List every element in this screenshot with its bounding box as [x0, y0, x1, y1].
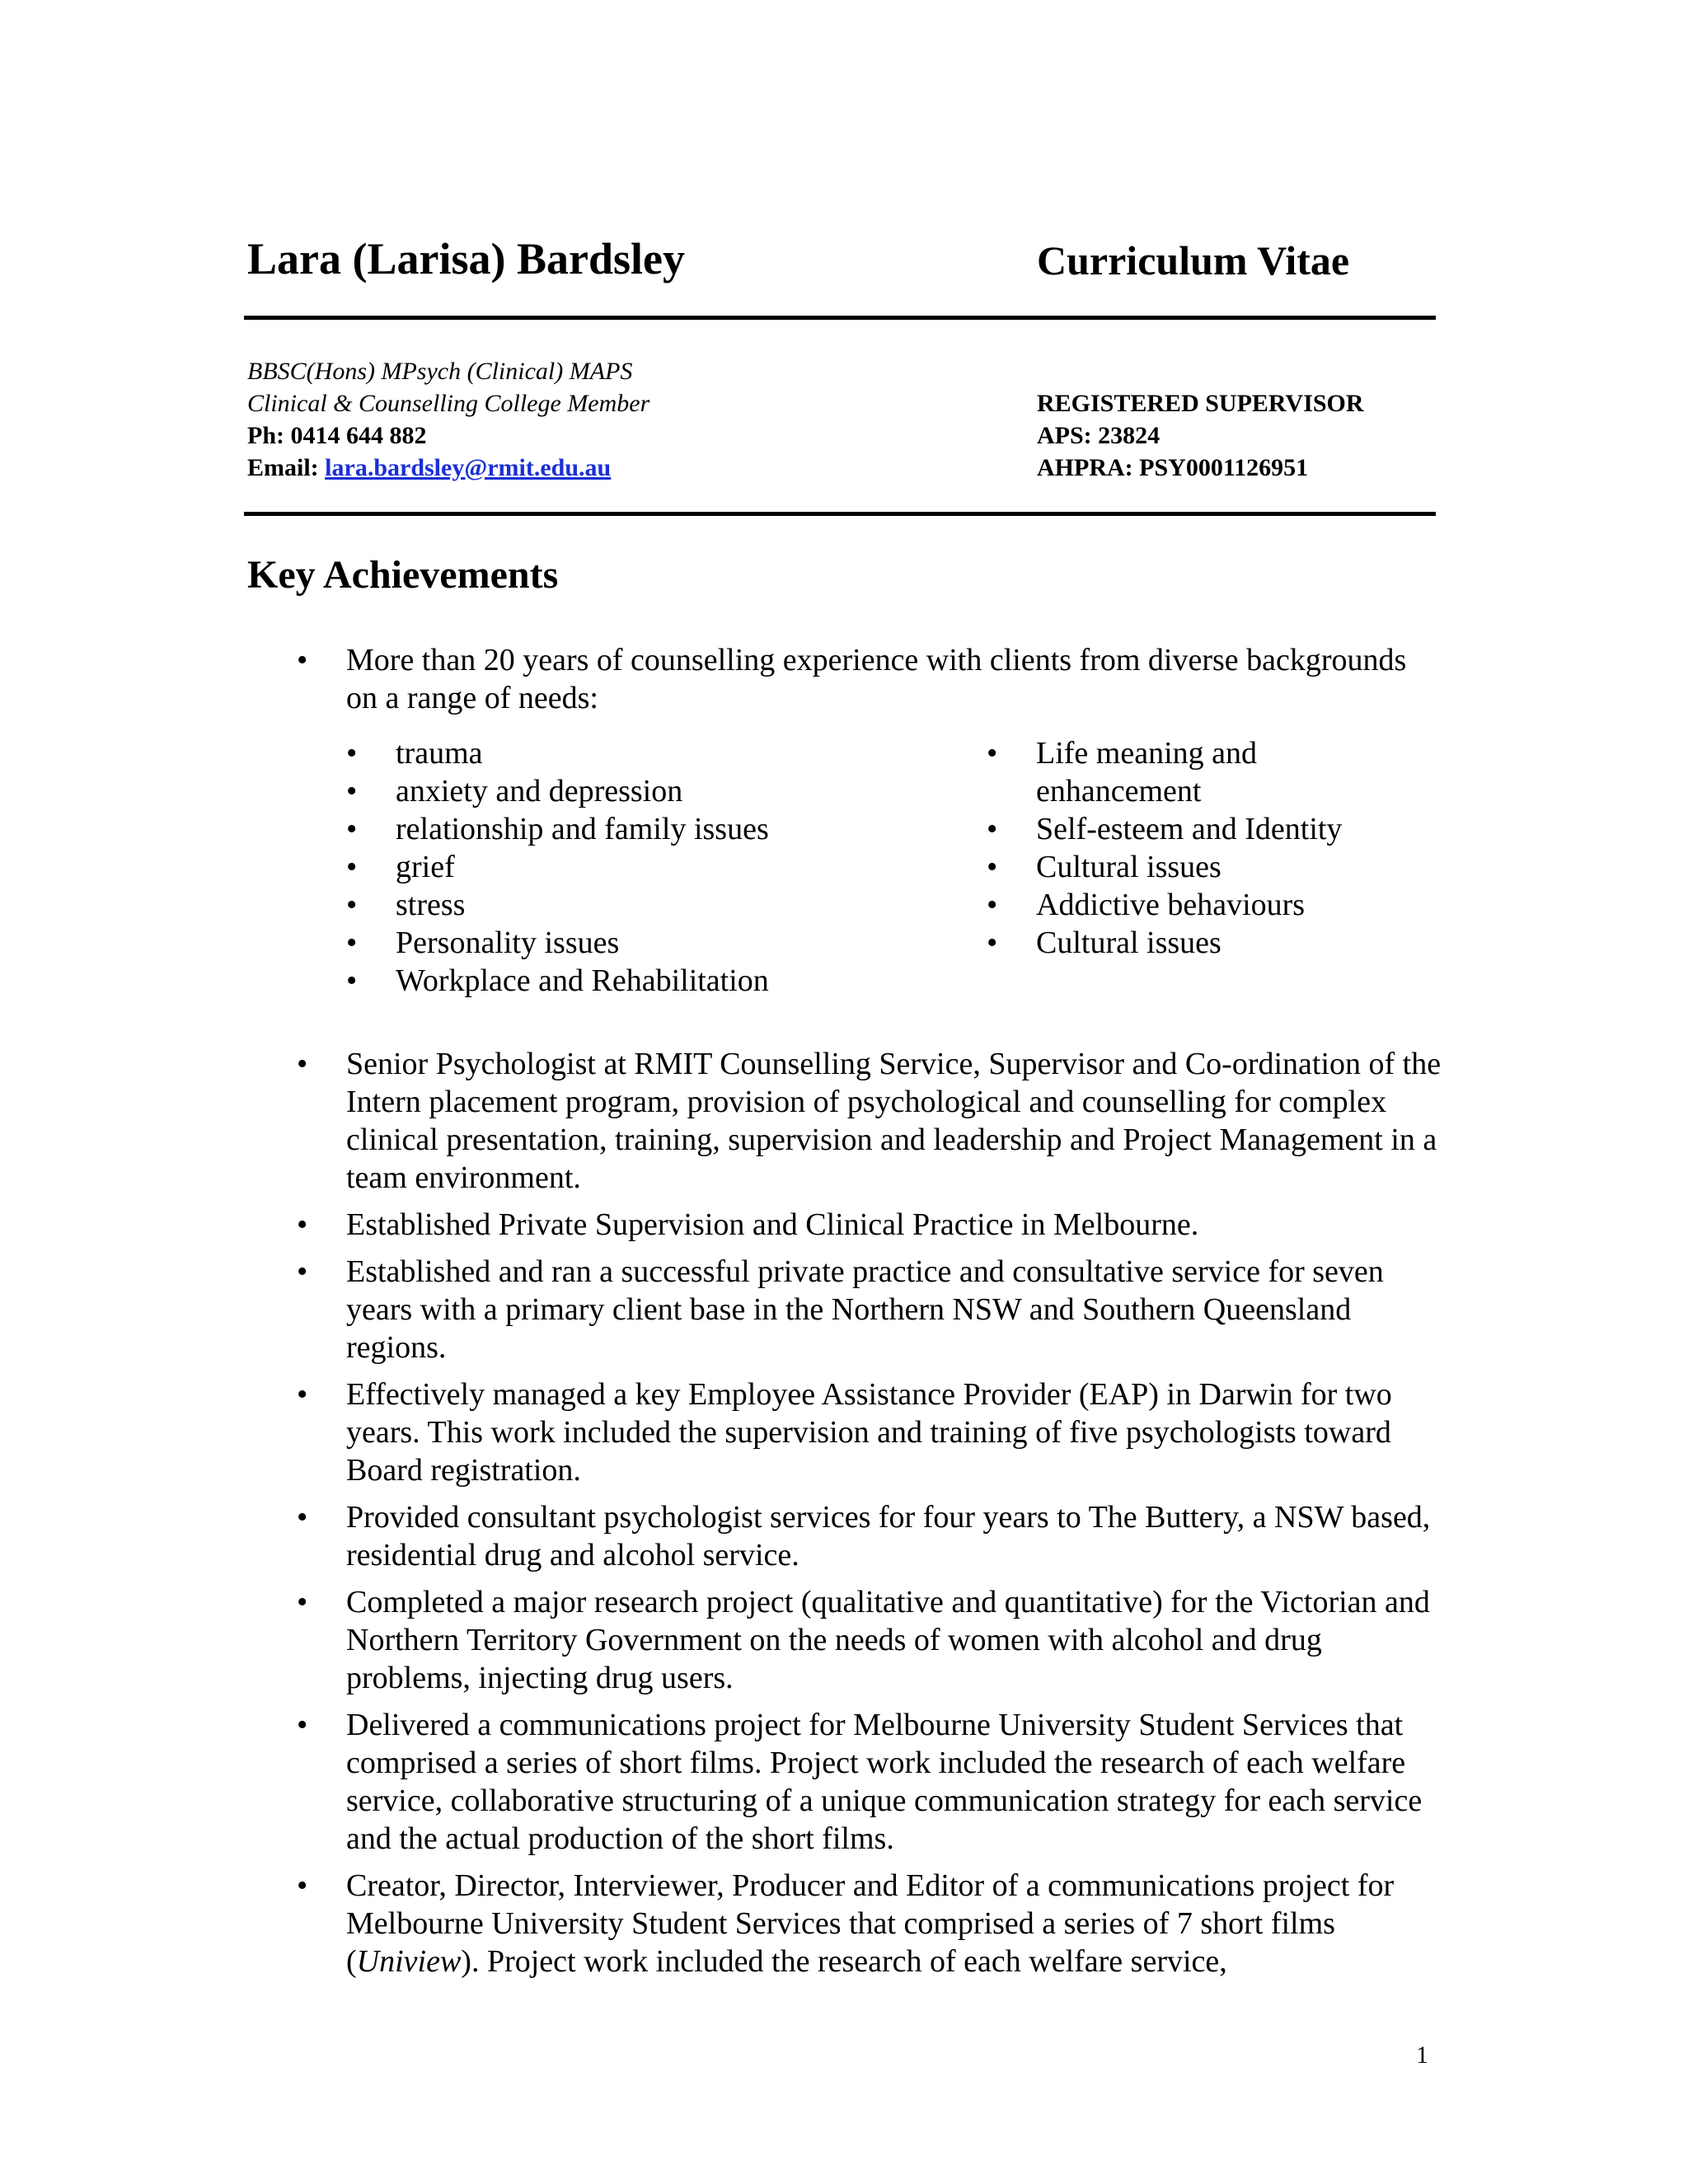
list-item	[297, 1045, 1442, 1197]
registration-block	[1037, 387, 1364, 484]
bullet-icon: •	[297, 1377, 308, 1412]
text-run: ). Project work included the research of each welfare service,	[461, 1944, 1227, 1979]
list-item	[346, 772, 923, 810]
list-item	[987, 848, 1399, 886]
list-item	[346, 886, 923, 924]
bullet-icon: •	[346, 963, 358, 998]
need-text: trauma	[396, 736, 483, 771]
need-text: Self-esteem and Identity	[1036, 812, 1343, 846]
bullet-icon: •	[346, 812, 358, 846]
needs-list-right	[987, 734, 1399, 962]
header-divider	[244, 512, 1436, 516]
bullet-icon: •	[297, 1254, 308, 1289]
list-item	[297, 1498, 1442, 1574]
top-divider	[244, 316, 1436, 320]
bullet-icon: •	[297, 1500, 308, 1535]
item-text: More than 20 years of counselling experience with clients from diverse backgrounds on a range of needs:	[346, 643, 1407, 715]
bullet-icon: •	[987, 812, 998, 846]
list-item	[297, 1706, 1442, 1858]
list-item	[297, 1867, 1442, 1980]
bullet-icon: •	[987, 850, 998, 884]
list-item	[346, 810, 923, 848]
bullet-icon: •	[297, 1207, 308, 1242]
need-text: grief	[396, 850, 455, 884]
email-line	[247, 452, 649, 484]
achievements-list	[297, 1045, 1442, 1990]
text-run: Creator, Director, Interviewer, Producer and Editor of a communications project for Melbourne University Student Services that comprised a series of 7 short films (	[346, 1868, 1395, 1979]
achievement-text: Provided consultant psychologist services for four years to The Buttery, a NSW based, residential drug and alcohol service.	[346, 1500, 1431, 1572]
email-link[interactable]: lara.bardsley@rmit.edu.au	[325, 454, 612, 481]
achievement-text: Effectively managed a key Employee Assistance Provider (EAP) in Darwin for two years. This work included the supervision and training of five psychologists toward Board registration.	[346, 1377, 1392, 1488]
need-text: Life meaning and enhancement	[1036, 736, 1258, 808]
college-membership: Clinical & Counselling College Member	[247, 390, 650, 417]
list-item	[297, 1253, 1442, 1366]
list-item	[987, 810, 1399, 848]
achievement-text	[346, 1868, 1394, 1979]
page-number: 1	[1416, 2041, 1428, 2069]
bullet-icon: •	[987, 888, 998, 922]
ahpra-number: AHPRA: PSY0001126951	[1037, 454, 1309, 481]
list-item	[346, 848, 923, 886]
email-label: Email:	[247, 454, 326, 481]
achievement-text: Established and ran a successful private practice and consultative service for seven years with a primary client base in the Northern NSW and Southern Queensland regions.	[346, 1254, 1384, 1365]
phone-number: Ph: 0414 644 882	[247, 422, 427, 449]
contact-block	[247, 355, 649, 484]
achievement-text: Delivered a communications project for Melbourne University Student Services that comprised a series of short films. Project work included the research of each welfare service, collaborative structuring of a unique communication strategy for each service and the actual production of the short films.	[346, 1708, 1423, 1856]
bullet-icon: •	[987, 926, 998, 960]
list-item	[346, 924, 923, 962]
need-text: stress	[396, 888, 466, 922]
need-text: Addictive behaviours	[1036, 888, 1306, 922]
aps-number: APS: 23824	[1037, 422, 1160, 449]
list-item	[987, 924, 1399, 962]
need-text: relationship and family issues	[396, 812, 769, 846]
bullet-icon: •	[346, 736, 358, 771]
bullet-icon: •	[297, 643, 308, 677]
bullet-icon: •	[346, 926, 358, 960]
registered-supervisor: REGISTERED SUPERVISOR	[1037, 390, 1364, 417]
list-item	[987, 734, 1399, 810]
need-text: Workplace and Rehabilitation	[396, 963, 769, 998]
bullet-icon: •	[346, 888, 358, 922]
cv-name: Lara (Larisa) Bardsley	[247, 234, 685, 284]
list-item	[297, 1376, 1442, 1489]
list-item	[346, 962, 923, 1000]
achievement-text: Senior Psychologist at RMIT Counselling Service, Supervisor and Co-ordination of the Intern placement program, provision of psychological and counselling for complex clinical presentation, training, supervision and leadership and Project Management in a team environment.	[346, 1047, 1442, 1195]
needs-list-left	[346, 734, 923, 1000]
qualifications: BBSC(Hons) MPsych (Clinical) MAPS	[247, 358, 633, 385]
list-item	[297, 641, 1442, 717]
need-text: Cultural issues	[1036, 850, 1221, 884]
lead-achievement-list	[297, 641, 1442, 717]
bullet-icon: •	[987, 736, 998, 771]
document-title: Curriculum Vitae	[1037, 237, 1350, 284]
bullet-icon: •	[297, 1868, 308, 1903]
bullet-icon: •	[346, 850, 358, 884]
need-text: anxiety and depression	[396, 774, 683, 808]
uniview-title: Uniview	[356, 1944, 462, 1979]
need-text: Personality issues	[396, 926, 620, 960]
need-text: Cultural issues	[1036, 926, 1221, 960]
achievement-text: Completed a major research project (qualitative and quantitative) for the Victorian and Northern Territory Government on the needs of women with alcohol and drug problems, injecting drug users.	[346, 1585, 1430, 1695]
list-item	[987, 886, 1399, 924]
bullet-icon: •	[297, 1585, 308, 1619]
bullet-icon: •	[297, 1047, 308, 1081]
section-heading: Key Achievements	[247, 553, 559, 597]
list-item	[346, 734, 923, 772]
list-item	[297, 1583, 1442, 1697]
bullet-icon: •	[346, 774, 358, 808]
achievement-text: Established Private Supervision and Clinical Practice in Melbourne.	[346, 1207, 1199, 1242]
list-item	[297, 1206, 1442, 1244]
bullet-icon: •	[297, 1708, 308, 1742]
